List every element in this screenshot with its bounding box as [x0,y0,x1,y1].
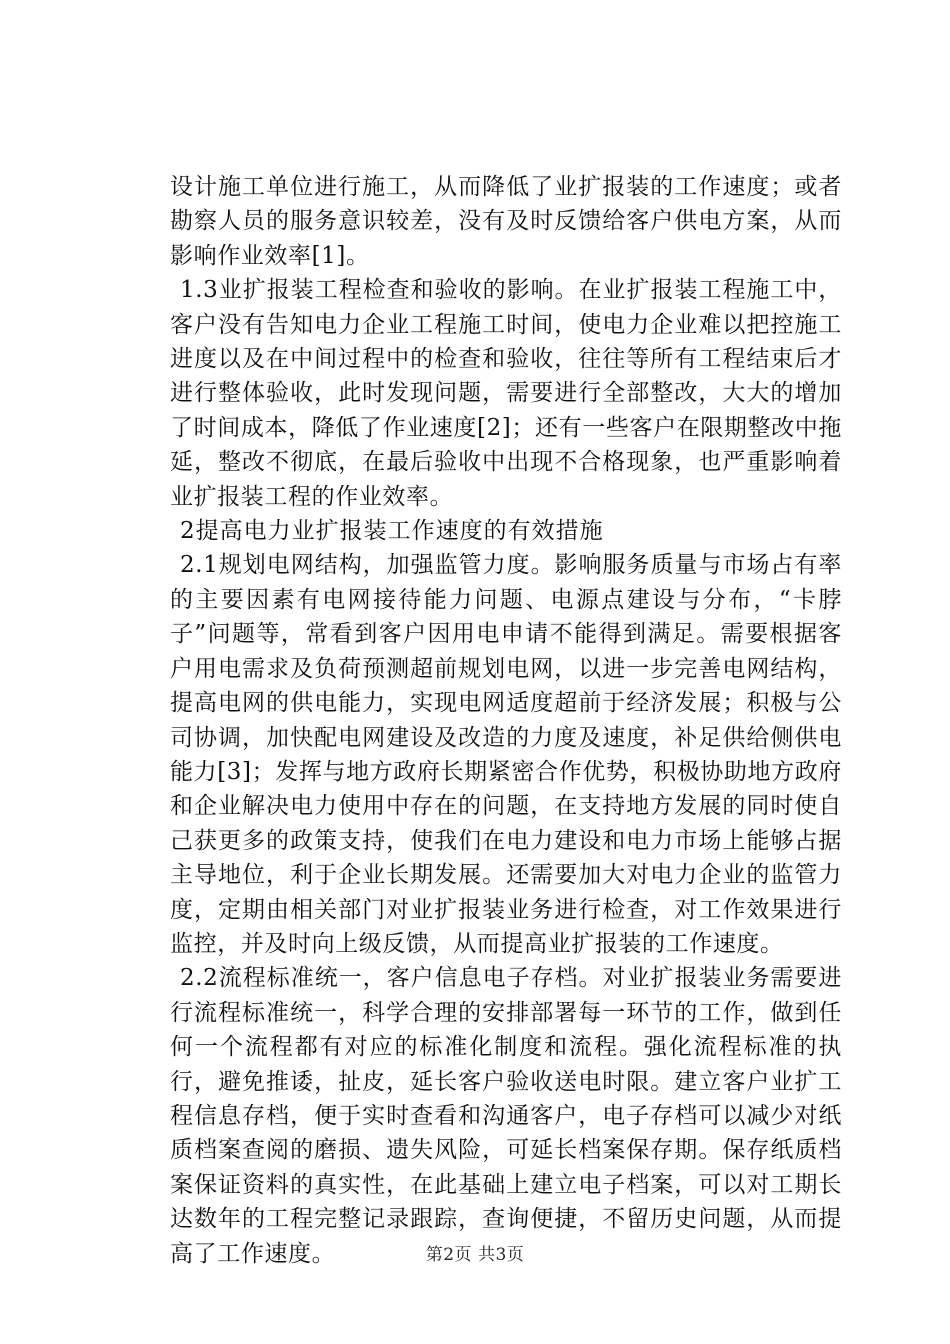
paragraph-continuation: 设计施工单位进行施工，从而降低了业扩报装的工作速度；或者勘察人员的服务意识较差，没有及时反馈给客户供电方案，从而影响作业效率[1]。 [170,174,842,269]
paragraph-section-1-3: 1.3业扩报装工程检查和验收的影响。在业扩报装工程施工中，客户没有告知电力企业工程施工时间，使电力企业难以把控施工进度以及在中间过程中的检查和验收，往往等所有工程结束后才进行整体验收，此时发现问题，需要进行全部整改，大大的增加了时间成本，降低了作业速度[2]；还有一些客户在限期整改中拖延，整改不彻底，在最后验收中出现不合格现象，也严重影响着业扩报装工程的作业效率。 [170,277,842,510]
paragraph-section-2-1: 2.1规划电网结构，加强监管力度。影响服务质量与市场占有率的主要因素有电网接待能力问题、电源点建设与分布，“卡脖子”问题等，常看到客户因用电申请不能得到满足。需要根据客户用电需求及负荷预测超前规划电网，以进一步完善电网结构，提高电网的供电能力，实现电网适度超前于经济发展；积极与公司协调，加快配电网建设及改造的力度及速度，补足供给侧供电能力[3]；发挥与地方政府长期紧密合作优势，积极协助地方政府和企业解决电力使用中存在的问题，在支持地方发展的同时使自己获更多的政策支持，使我们在电力建设和电力市场上能够占据主导地位，利于企业长期发展。还需要加大对电力企业的监管力度，定期由相关部门对业扩报装业务进行检查，对工作效果进行监控，并及时向上级反馈，从而提高业扩报装的工作速度。 [170,552,842,957]
section-heading-2: 2提高电力业扩报装工作速度的有效措施 [180,518,604,545]
page-number-footer: 第2页 共3页 [425,1245,525,1265]
paragraph-section-2-2: 2.2流程标准统一，客户信息电子存档。对业扩报装业务需要进行流程标准统一，科学合理的安排部署每一环节的工作，做到任何一个流程都有对应的标准化制度和流程。强化流程标准的执行，避免推诿，扯皮，延长客户验收送电时限。建立客户业扩工程信息存档，便于实时查看和沟通客户，电子存档可以减少对纸质档案查阅的磨损、遗失风险，可延长档案保存期。保存纸质档案保证资料的真实性，在此基础上建立电子档案，可以对工期长达数年的工程完整记录跟踪，查询便捷，不留历史问题，从而提高了工作速度。 [170,965,842,1267]
document-body [170,170,842,1271]
